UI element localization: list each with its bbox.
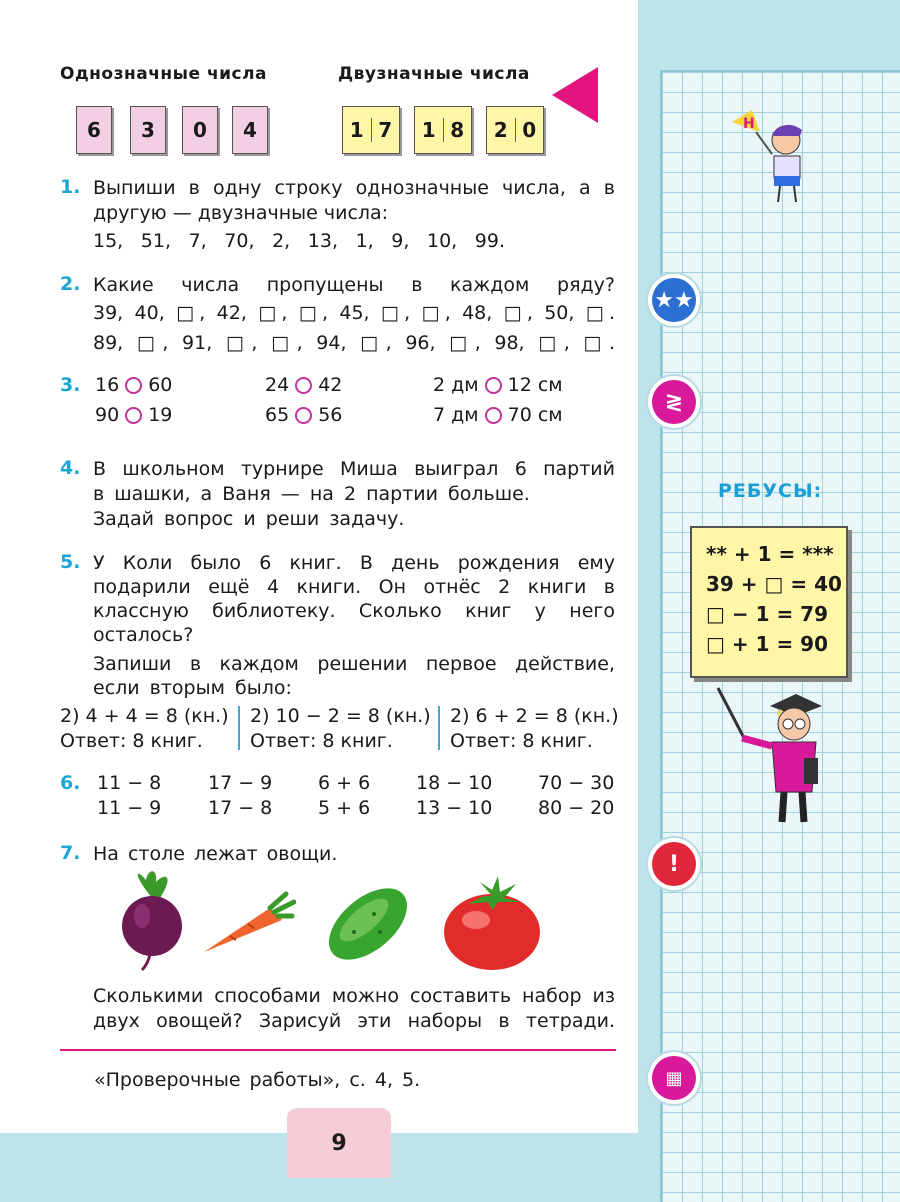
compare-item	[433, 404, 563, 426]
expression: 6 + 6	[318, 772, 371, 794]
expression: 5 + 6	[318, 797, 371, 819]
comparison-icon	[652, 380, 696, 424]
digit-card: 4	[232, 106, 268, 154]
two-digit-title: Двузначные числа	[338, 64, 530, 84]
task-number: 4.	[60, 457, 81, 479]
number-card	[486, 106, 544, 154]
task2-row: 39, 40, □, 42, □, □, 45, □, □, 48, □, 50, □.	[93, 302, 615, 324]
digit-card: 3	[130, 106, 166, 154]
divider-line	[60, 1049, 616, 1051]
number-card	[342, 106, 400, 154]
solution-answer: Ответ: 8 книг.	[450, 730, 593, 752]
digit-card: 6	[76, 106, 112, 154]
expression: 17 − 9	[208, 772, 273, 794]
tomato-illustration	[440, 874, 544, 974]
compare-left: 16	[95, 374, 120, 396]
expression: 11 − 8	[97, 772, 162, 794]
task-number: 6.	[60, 772, 81, 794]
solution-answer: Ответ: 8 книг.	[250, 730, 393, 752]
solution-equation: 2) 4 + 4 = 8 (кн.)	[60, 705, 229, 727]
solution-equation: 2) 6 + 2 = 8 (кн.)	[450, 705, 619, 727]
compare-circle[interactable]	[485, 407, 502, 424]
number-card	[414, 106, 472, 154]
rebus-line: 39 + □ = 40	[706, 572, 842, 596]
task4-line: В школьном турнире Миша выиграл 6 партий	[93, 458, 615, 480]
task1-line: другую — двузначные числа:	[93, 202, 389, 224]
card-digit: 8	[450, 118, 465, 142]
exclamation-mark: !	[668, 851, 680, 877]
task4-line: Задай вопрос и реши задачу.	[93, 508, 405, 530]
page-number	[287, 1108, 391, 1178]
task5-line: Запиши в каждом решении первое действие,	[93, 653, 615, 675]
book-icon: ▦	[665, 1067, 683, 1089]
professor-illustration	[712, 684, 830, 828]
rebus-line: □ + 1 = 90	[706, 632, 829, 656]
expression: 18 − 10	[416, 772, 493, 794]
rebus-line: ** + 1 = ***	[706, 542, 834, 566]
task5-line: классную библиотеку. Сколько книг у него	[93, 600, 615, 622]
single-digit-title: Однозначные числа	[60, 64, 268, 84]
exclamation-icon	[652, 842, 696, 886]
compare-circle[interactable]	[295, 377, 312, 394]
compare-item	[265, 374, 342, 396]
compare-right: 56	[318, 404, 343, 426]
divider	[438, 706, 440, 750]
task5-line: если вторым было:	[93, 677, 292, 699]
digit-card: 0	[182, 106, 218, 154]
expression: 11 − 9	[97, 797, 162, 819]
task2-line: Какие числа пропущены в каждом ряду?	[93, 274, 615, 296]
rebus-title: РЕБУСЫ:	[718, 480, 823, 502]
task-number: 5.	[60, 551, 81, 573]
rebus-line: □ − 1 = 79	[706, 602, 829, 626]
page-number-text: 9	[331, 1130, 347, 1156]
task5-line: подарили ещё 4 книги. Он отнёс 2 книги в	[93, 576, 615, 598]
stars-icon	[652, 278, 696, 322]
task5-line: осталось?	[93, 624, 194, 646]
compare-item	[95, 404, 172, 426]
rebus-box	[690, 526, 848, 678]
boy-with-flag-illustration	[730, 104, 814, 208]
task-number: 2.	[60, 273, 81, 295]
compare-item	[433, 374, 563, 396]
task7-line: двух овощей? Зарисуй эти наборы в тетради.	[93, 1010, 615, 1032]
compare-circle[interactable]	[125, 407, 142, 424]
compare-left: 65	[265, 404, 290, 426]
card-digit: 1	[343, 118, 372, 142]
task-number: 1.	[60, 176, 81, 198]
card-digit: 0	[522, 118, 537, 142]
expression: 17 − 8	[208, 797, 273, 819]
task5-line: У Коли было 6 книг. В день рождения ему	[93, 552, 615, 574]
compare-left: 90	[95, 404, 120, 426]
compare-right: 60	[148, 374, 173, 396]
carrot-illustration	[200, 890, 296, 962]
cucumber-illustration	[318, 874, 422, 970]
compare-circle[interactable]	[485, 377, 502, 394]
beet-illustration	[112, 868, 194, 972]
card-digit: 1	[415, 118, 444, 142]
expression: 13 − 10	[416, 797, 493, 819]
task1-numbers: 15, 51, 7, 70, 2, 13, 1, 9, 10, 99.	[93, 230, 505, 252]
compare-symbol-icon: ≷	[664, 389, 684, 415]
solution-equation: 2) 10 − 2 = 8 (кн.)	[250, 705, 431, 727]
task4-line: в шашки, а Ваня — на 2 партии больше.	[93, 483, 530, 505]
pink-triangle-marker	[552, 67, 598, 123]
compare-circle[interactable]	[125, 377, 142, 394]
expression: 70 − 30	[538, 772, 615, 794]
task7-line: Сколькими способами можно составить набор из	[93, 985, 615, 1007]
task1-line: Выпиши в одну строку однозначные числа, а в	[93, 177, 615, 199]
workbook-reference: «Проверочные работы», с. 4, 5.	[94, 1069, 421, 1091]
solution-answer: Ответ: 8 книг.	[60, 730, 203, 752]
compare-left: 24	[265, 374, 290, 396]
task7-line: На столе лежат овощи.	[93, 843, 338, 865]
compare-right: 12 см	[507, 374, 563, 396]
task2-row: 89, □, 91, □, □, 94, □, 96, □, 98, □, □.	[93, 332, 615, 354]
compare-left: 7 дм	[433, 404, 479, 426]
compare-right: 70 см	[507, 404, 563, 426]
badge-letter: Н	[743, 116, 755, 132]
task-number: 7.	[60, 842, 81, 864]
compare-item	[265, 404, 342, 426]
expression: 80 − 20	[538, 797, 615, 819]
task-number: 3.	[60, 374, 81, 396]
compare-item	[95, 374, 172, 396]
compare-right: 42	[318, 374, 343, 396]
star-icon: ★★	[654, 287, 694, 313]
compare-left: 2 дм	[433, 374, 479, 396]
workbook-icon	[652, 1056, 696, 1100]
divider	[238, 706, 240, 750]
card-digit: 7	[378, 118, 393, 142]
card-digit: 2	[487, 118, 516, 142]
compare-right: 19	[148, 404, 173, 426]
compare-circle[interactable]	[295, 407, 312, 424]
